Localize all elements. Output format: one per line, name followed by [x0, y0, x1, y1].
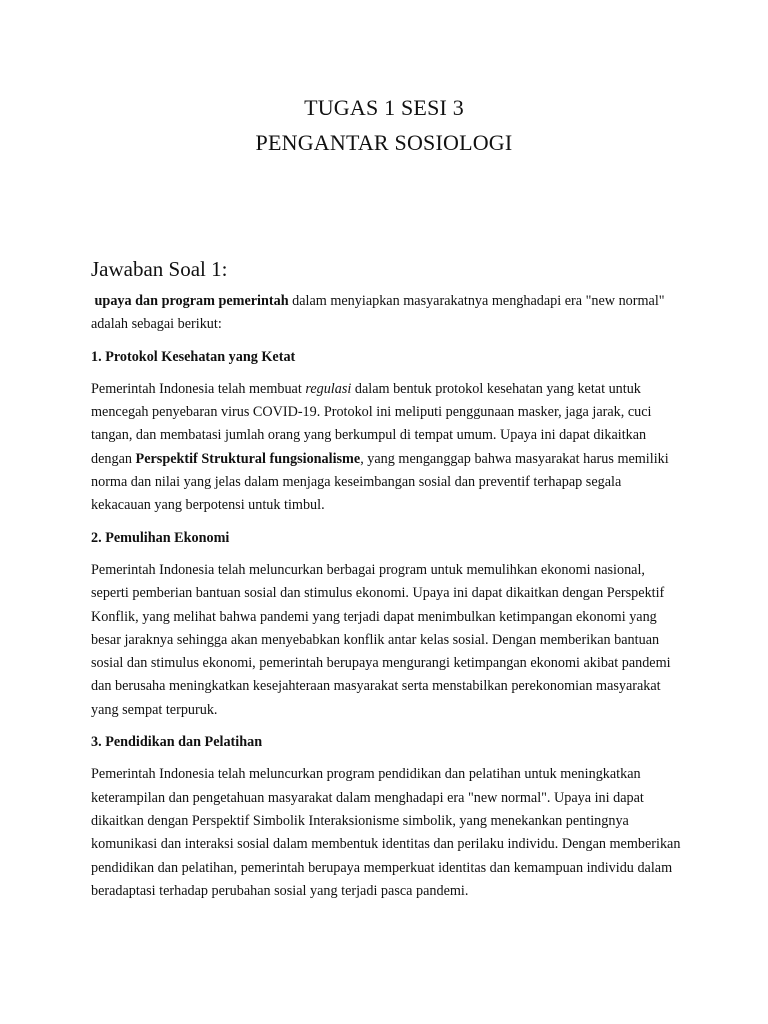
paragraph-text: dalam bentuk protokol kesehatan yang ketat untuk mencegah penyebaran virus COVID-19. Protokol ini meliputi penggunaan masker, jaga jarak, cuci tangan, dan membatasi jumlah orang yang berkumpul di tempat umum. Upaya ini dapat dikaitkan dengan [91, 380, 652, 467]
italic-term: regulasi [305, 380, 352, 397]
section-paragraph-protokol [91, 378, 681, 518]
answer-heading: Jawaban Soal 1: [91, 257, 228, 281]
section-heading-pendidikan: 3. Pendidikan dan Pelatihan [91, 734, 263, 751]
intro-text: dalam menyiapkan masyarakatnya menghadapi era "new normal" adalah sebagai berikut: [91, 293, 665, 333]
paragraph-text: Pemerintah Indonesia telah membuat [91, 380, 306, 397]
bold-term: Perspektif Struktural fungsionalisme [135, 450, 361, 467]
intro-paragraph [91, 290, 681, 337]
document-title-line2: PENGANTAR SOSIOLOGI [255, 130, 513, 155]
section-paragraph-pendidikan: Pemerintah Indonesia telah meluncurkan program pendidikan dan pelatihan untuk meningkatkan keterampilan dan pengetahuan masyarakat dalam menghadapi era "new normal". Upaya ini dapat dikaitkan dengan Perspektif Simbolik Interaksionisme simbolik, yang menekankan pentingnya komunikasi dan interaksi sosial dalam membentuk identitas dan perilaku individu. Dengan memberikan pendidikan dan pelatihan, pemerintah berupaya memperkuat identitas dan kemampuan individu dalam beradaptasi terhadap perubahan sosial yang terjadi pasca pandemi. [91, 766, 681, 899]
document-body [91, 256, 681, 912]
document-title-line1: TUGAS 1 SESI 3 [304, 95, 464, 120]
paragraph-text: , yang menganggap bahwa masyarakat harus memiliki norma dan nilai yang jelas dalam menjaga keseimbangan sosial dan preventif terhapap segala kekacauan yang berpotensi untuk timbul. [91, 450, 669, 514]
intro-bold-phrase: upaya dan program pemerintah [94, 293, 289, 309]
section-heading-ekonomi: 2. Pemulihan Ekonomi [91, 529, 230, 546]
section-paragraph-ekonomi: Pemerintah Indonesia telah meluncurkan berbagai program untuk memulihkan ekonomi nasional, seperti pemberian bantuan sosial dan stimulus ekonomi. Upaya ini dapat dikaitkan dengan Perspektif Konflik, yang melihat bahwa pandemi yang terjadi dapat menimbulkan ketimpangan ekonomi yang besar jaraknya sehingga akan menyebabkan konflik antar kelas sosial. Dengan memberikan bantuan sosial dan stimulus ekonomi, pemerintah berupaya mengurangi ketimpangan ekonomi akibat pandemi dan berusaha meningkatkan kesejahteraan masyarakat serta menstabilkan perekonomian masyarakat yang sempat terpuruk. [91, 561, 671, 718]
section-heading-protokol: 1. Protokol Kesehatan yang Ketat [91, 348, 296, 365]
